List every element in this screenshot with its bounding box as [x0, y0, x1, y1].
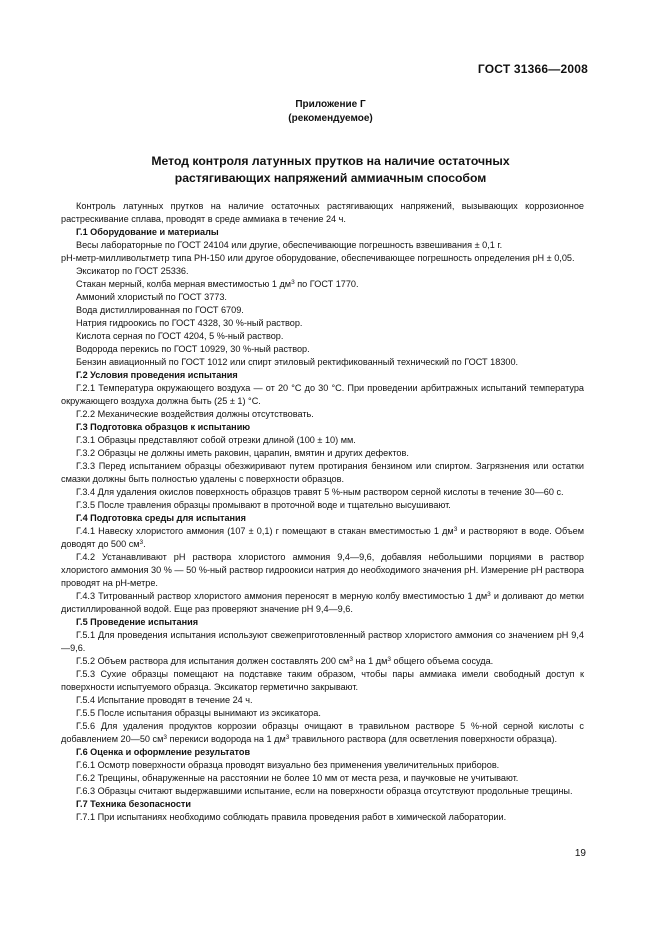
text-run: травильного раствора (для осветления поверхности образца). — [289, 734, 558, 744]
clause-paragraph: Г.3.4 Для удаления окислов поверхность образцов травят 5 %-ным раствором серной кислоты в течение 30—60 с. — [76, 487, 564, 497]
clause-paragraph: Г.5.4 Испытание проводят в течение 24 ч. — [76, 695, 253, 705]
clause-paragraph: Г.3.2 Образцы не должны иметь раковин, царапин, вмятин и других дефектов. — [76, 448, 409, 458]
list-item — [61, 278, 584, 291]
appendix-status: (рекомендуемое) — [288, 113, 373, 124]
section-heading: Г.5 Проведение испытания — [76, 617, 199, 627]
clause-paragraph: Г.3.1 Образцы представляют собой отрезки длиной (100 ± 10) мм. — [76, 435, 356, 445]
document-title — [0, 153, 661, 187]
list-item: Вода дистиллированная по ГОСТ 6709. — [76, 305, 244, 315]
list-item: Аммоний хлористый по ГОСТ 3773. — [76, 292, 227, 302]
text-run: и доливают до метки дистиллированной водой. Еще раз проверяют значение pH 9,4—9,6. — [61, 591, 584, 614]
superscript: 3 — [349, 656, 353, 663]
section-heading: Г.6 Оценка и оформление результатов — [76, 747, 251, 757]
text-run: Г.5.6 Для удаления продуктов коррозии образцы очищают в травильном растворе 5 %-ной серной кислоты с добавлением 20—50 см — [61, 721, 584, 744]
text-run: общего объема сосуда. — [391, 656, 494, 666]
title-line-2: растягивающих напряжений аммиачным способом — [174, 171, 487, 185]
text-run: Г.4.1 Навеску хлористого аммония (107 ± 0,1) г помещают в стакан вместимостью 1 дм — [76, 526, 454, 536]
superscript: 3 — [387, 656, 391, 663]
text-run: . — [143, 539, 146, 549]
clause-paragraph: Г.3.3 Перед испытанием образцы обезжиривают путем протирания бензином или спиртом. Загрязнения или остатки смазки должны быть полностью удалены с поверхности образцов. — [61, 461, 584, 484]
list-item: Водорода перекись по ГОСТ 10929, 30 %-ный раствор. — [76, 344, 310, 354]
text-run: и растворяют в воде. Объем доводят до 500 см — [61, 526, 585, 549]
list-item: Бензин авиационный по ГОСТ 1012 или спирт этиловый ректификованный технический по ГОСТ 18300. — [76, 357, 519, 367]
clause-paragraph — [61, 720, 584, 746]
clause-paragraph: Г.7.1 При испытаниях необходимо соблюдать правила проведения работ в химической лаборатории. — [76, 812, 507, 822]
list-item: Кислота серная по ГОСТ 4204, 5 %-ный раствор. — [76, 331, 284, 341]
clause-paragraph: Г.6.2 Трещины, обнаруженные на расстоянии не более 10 мм от места реза, и паучковые не учитывают. — [76, 773, 519, 783]
text-run: перекиси водорода на 1 дм — [166, 734, 286, 744]
text-run: Стакан мерный, колба мерная вместимостью 1 дм — [76, 279, 292, 289]
clause-paragraph — [61, 590, 584, 616]
list-item: Натрия гидроокись по ГОСТ 4328, 30 %-ный раствор. — [76, 318, 303, 328]
intro-paragraph: Контроль латунных прутков на наличие остаточных растягивающих напряжений, вызывающих коррозионное растрескивание сплава, проводят в среде аммиака в течение 24 ч. — [61, 201, 584, 224]
title-line-1: Метод контроля латунных прутков на наличие остаточных — [151, 154, 510, 168]
clause-paragraph: Г.2.2 Механические воздействия должны отсутствовать. — [76, 409, 314, 419]
text-run: на 1 дм — [352, 656, 388, 666]
section-heading: Г.3 Подготовка образцов к испытанию — [76, 422, 251, 432]
section-heading: Г.4 Подготовка среды для испытания — [76, 513, 246, 523]
superscript: 3 — [453, 526, 458, 533]
list-item: Эксикатор по ГОСТ 25336. — [76, 266, 189, 276]
section-heading: Г.2 Условия проведения испытания — [76, 370, 238, 380]
document-body — [61, 200, 584, 824]
section-heading: Г.1 Оборудование и материалы — [76, 227, 219, 237]
text-run: по ГОСТ 1770. — [294, 279, 359, 289]
superscript: 3 — [291, 279, 295, 286]
clause-paragraph: Г.5.5 После испытания образцы вынимают из эксикатора. — [76, 708, 321, 718]
clause-paragraph: Г.5.1 Для проведения испытания используют свежеприготовленный раствор хлористого аммония со значением pH 9,4—9,6. — [61, 630, 584, 653]
text-run: Г.4.3 Титрованный раствор хлористого аммония переносят в мерную колбу вместимостью 1 дм — [76, 591, 488, 601]
clause-paragraph: Г.3.5 После травления образцы промывают в проточной воде и тщательно высушивают. — [76, 500, 451, 510]
superscript: 3 — [163, 734, 167, 741]
document-code: ГОСТ 31366—2008 — [477, 62, 588, 76]
clause-paragraph — [61, 655, 584, 668]
clause-paragraph: Г.6.3 Образцы считают выдержавшими испытание, если на поверхности образца отсутствуют продольные трещины. — [76, 786, 573, 796]
superscript: 3 — [139, 539, 144, 546]
appendix-title: Приложение Г — [295, 99, 366, 110]
superscript: 3 — [285, 734, 290, 741]
clause-paragraph: Г.4.2 Устанавливают pH раствора хлористого аммония 9,4—9,6, добавляя небольшими порциями в раствор хлористого аммония 30 % — 50 %-ный раствор гидроокиси натрия до необходимого значения pH. Измерение pH раствора проводят на pH-метре. — [61, 552, 584, 588]
section-heading: Г.7 Техника безопасности — [76, 799, 191, 809]
clause-paragraph — [61, 525, 584, 551]
superscript: 3 — [487, 591, 491, 598]
clause-paragraph: Г.6.1 Осмотр поверхности образца проводят визуально без применения увеличительных приборов. — [76, 760, 500, 770]
page-number: 19 — [574, 848, 586, 859]
text-run: Г.5.2 Объем раствора для испытания должен составлять 200 см — [76, 656, 350, 666]
list-item: Весы лабораторные по ГОСТ 24104 или другие, обеспечивающие погрешность взвешивания ± 0,1 г. — [76, 240, 503, 250]
list-item: pH-метр-милливольтметр типа PH-150 или другое оборудование, обеспечивающее погрешность определения pH ± 0,05. — [61, 253, 575, 263]
clause-paragraph: Г.5.3 Сухие образцы помещают на подставке таким образом, чтобы пары аммиака имели свободный доступ к поверхности испытуемого образца. Эксикатор герметично закрывают. — [61, 669, 584, 692]
appendix-label — [0, 98, 661, 126]
clause-paragraph: Г.2.1 Температура окружающего воздуха — от 20 °С до 30 °С. При проведении арбитражных испытаний температура окружающего воздуха должна быть (25 ± 1) °С. — [61, 383, 584, 406]
